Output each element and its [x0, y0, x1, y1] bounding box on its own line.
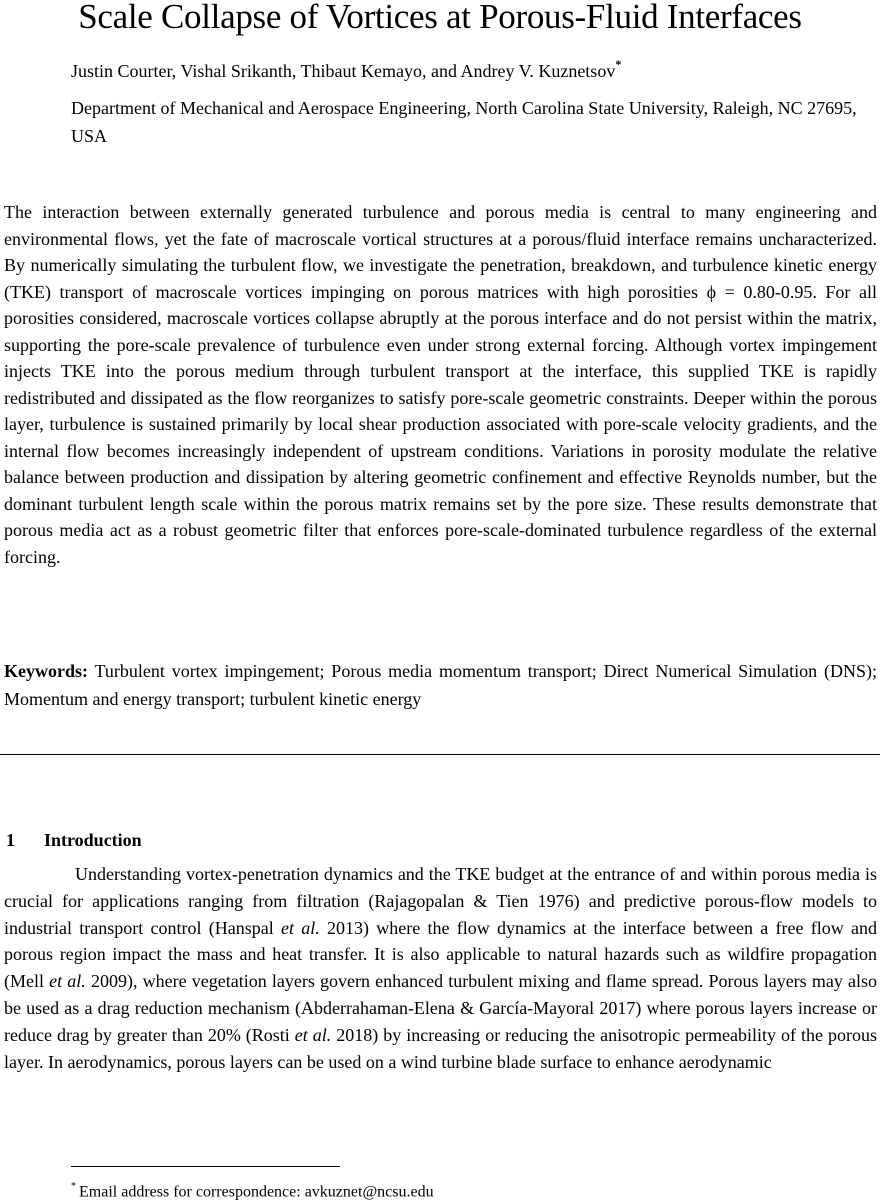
keywords-text: Turbulent vortex impingement; Porous media momentum transport; Direct Numerical Simulation (DNS); Momentum and energy transport; turbulent kinetic energy: [4, 661, 877, 709]
abstract: The interaction between externally generated turbulence and porous media is central to many engineering and environmental flows, yet the fate of macroscale vortical structures at a porous/fluid interface remains uncharacterized. By numerically simulating the turbulent flow, we investigate the penetration, breakdown, and turbulence kinetic energy (TKE) transport of macroscale vortices impinging on porous matrices with high porosities ϕ = 0.80-0.95. For all porosities considered, macroscale vortices collapse abruptly at the porous interface and do not persist within the matrix, supporting the pore-scale prevalence of turbulence even under strong external forcing. Although vortex impingement injects TKE into the porous medium through turbulent transport at the interface, this supplied TKE is rapidly redistributed and dissipated as the flow reorganizes to satisfy pore-scale geometric constraints. Deeper within the porous layer, turbulence is sustained primarily by local shear production associated with pore-scale velocity gradients, and the internal flow becomes increasingly independent of upstream conditions. Variations in porosity modulate the relative balance between production and dissipation by altering geometric confinement and effective Reynolds number, but the dominant turbulent length scale within the porous matrix remains set by the pore size. These results demonstrate that porous media act as a robust geometric filter that enforces pore-scale-dominated turbulence regardless of the external forcing.: [4, 202, 877, 567]
introduction-paragraph: [4, 861, 877, 1075]
citation-etal: et al.: [281, 917, 320, 938]
section-heading: [6, 828, 142, 852]
footnote: [71, 1178, 434, 1202]
intro-text-3: 2009), where vegetation layers govern enhanced turbulent mixing and flame spread. Porous layers may also be used as a drag reduction mechanism (Abderrahaman-Elena & García-Mayoral 2017) where porous layers increase or reduce drag by greater than 20% (Rosti: [4, 971, 877, 1045]
author-list: [71, 54, 621, 83]
citation-etal: et al.: [49, 971, 86, 992]
section-title: Introduction: [44, 830, 142, 850]
citation-etal: et al.: [294, 1024, 332, 1045]
paper-title: Scale Collapse of Vortices at Porous-Fluid Interfaces: [78, 0, 802, 36]
intro-text-1: Understanding vortex-penetration dynamics and the TKE budget at the entrance of and within porous media is crucial for applications ranging from filtration (Rajagopalan & Tien 1976) and predictive porous-flow models to industrial transport control (Hanspal: [4, 864, 877, 938]
intro-text-2: 2013) where the flow dynamics at the interface between a free flow and porous region impact the mass and heat transfer. It is also applicable to natural hazards such as wildfire propagation (Mell: [4, 917, 877, 992]
footnote-rule: [71, 1166, 340, 1167]
section-number: 1: [6, 830, 15, 850]
footnote-text: Email address for correspondence: avkuznet@ncsu.edu: [79, 1183, 434, 1201]
affiliation: Department of Mechanical and Aerospace Engineering, North Carolina State University, Raleigh, NC 27695, USA: [71, 98, 857, 146]
intro-text-4: 2018) by increasing or reducing the anisotropic permeability of the porous layer. In aerodynamics, porous layers can be used on a wind turbine blade surface to enhance aerodynamic: [4, 1024, 877, 1072]
section-divider: [0, 754, 880, 755]
keywords-label: Keywords:: [4, 661, 88, 681]
corresponding-author-marker: *: [615, 57, 622, 71]
keywords: [4, 657, 877, 713]
author-names: Justin Courter, Vishal Srikanth, Thibaut Kemayo, and Andrey V. Kuznetsov: [71, 61, 616, 81]
footnote-marker: *: [71, 1181, 76, 1192]
